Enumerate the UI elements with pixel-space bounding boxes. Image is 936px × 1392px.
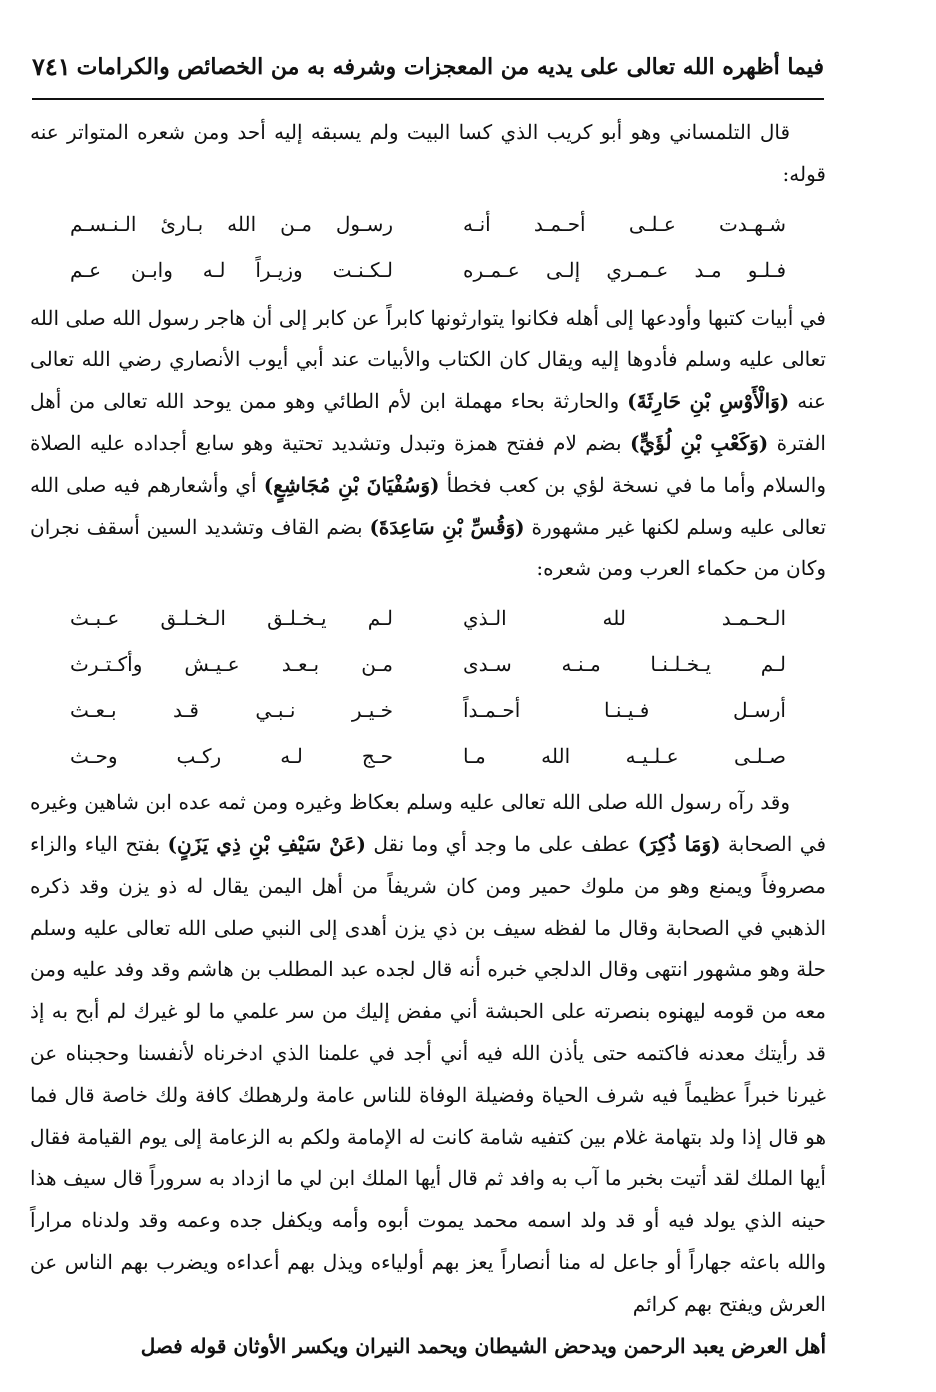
page-body <box>30 112 826 1367</box>
quoted-term: (وَقُسِّ بْنِ سَاعِدَةَ) <box>369 514 525 539</box>
verse-second-hemistich: خـيـر نـبـي قـد بـعـث <box>70 698 393 723</box>
paragraph-text: أهل العرض يعبد الرحمن ويدحض الشيطان ويحمد النيران ويكسر الأوثان قوله فصل <box>140 1333 826 1358</box>
quoted-term: (عَنْ سَيْفِ بْنِ ذِي يَزَنٍ) <box>167 831 366 856</box>
paragraph-sayf <box>30 782 826 1325</box>
paragraph-text: وقد رآه رسول الله صلى الله تعالى عليه وسلم بعكاظ وغيره ومن ثمه عده ابن شاهين وغيره في الصحابة <box>30 790 826 856</box>
verse-line <box>30 734 826 780</box>
quoted-term: (وَسُفْيَانَ بْنِ مُجَاشِعٍ) <box>263 472 440 497</box>
verse-first-hemistich: صـلـى عـلـيـه الله مـا <box>463 744 786 769</box>
paragraph-text: في أبيات كتبها وأودعها إلى أهله فكانوا يتوارثونها كابراً عن كابر إلى أن هاجر رسول الله صلى الله تعالى عليه وسلم فأدوها إليه ويقال كان الكتاب والأبيات عند أبي أيوب الأنصاري رضي الله تعالى عنه <box>30 305 826 414</box>
verse-second-hemistich: لـم يـخـلـق الـخـلـق عـبـث <box>70 606 393 631</box>
poem-quss <box>30 596 826 780</box>
header-divider <box>32 98 824 100</box>
paragraph-text: والحارثة بحاء مهملة ابن لأم الطائي وهو ممن يوحد الله تعالى من أهل الفترة <box>30 389 826 455</box>
poem-tubba <box>30 202 826 294</box>
paragraph-text: عطف على ما وجد أي وما نقل <box>365 831 638 856</box>
verse-first-hemistich: فـلـو مـد عـمـري إلـى عـمـره <box>463 257 786 282</box>
paragraph-intro-text: قال التلمساني وهو أبو كريب الذي كسا البيت ولم يسبقه إليه أحد ومن شعره المتواتر عنه قوله: <box>30 120 826 186</box>
verse-line <box>30 596 826 642</box>
paragraph-last-line <box>30 1326 826 1368</box>
page-number: ٧٤١ <box>32 52 71 81</box>
verse-first-hemistich: أرسـل فـيـنـا أحـمـداً <box>463 698 786 723</box>
paragraph-poets <box>30 298 826 591</box>
verse-first-hemistich: شـهـدت عـلـى أحـمـد أنـه <box>463 211 786 236</box>
verse-line <box>30 248 826 294</box>
quoted-term: (وَالْأَوْسِ بْنِ حَارِثَةَ) <box>627 389 790 414</box>
verse-line <box>30 688 826 734</box>
paragraph-text: بفتح الياء والزاء مصروفاً ويمنع وهو من ملوك حمير ومن كان شريفاً من أهل اليمن يقال له ذو يزن وقد ذكره الذهبي في الصحابة وقال ما لفظه سيف بن ذي يزن أهدى إلى النبي صلى الله تعالى عليه وسلم حلة وهو مشهور انتهى وقال الدلجي خبره أنه قال لجده عبد المطلب بن هاشم وقد وفد عليه ومن معه من قومه ليهنوه بنصرته على الحبشة أني مفض إليك من سر علمي ما لو غيرك لم أبح به إذ قد رأيتك معدنه فاكتمه حتى يأذن الله فيه أني أجد في علمنا الذي ادخرناه لأنفسنا وحجبناه عن غيرنا خبراً عظيماً فيه شرف الحياة وفضيلة الوفاة للناس عامة ولرهطك كافة ولك خاصة قال فما هو قال إذا ولد بتهامة غلام بين كتفيه شامة كانت له الإمامة ولكم به الزعامة إلى يوم القيامة فقال أيها الملك لقد أتيت بخبر ما آب به وافد ثم قال أيها الملك ابن لي ما ازداد به سروراً قال سيف هذا حينه الذي يولد فيه أو قد ولد اسمه محمد يموت أبوه وأمه ويكفل جده وعمه وقد ولدناه مراراً والله باعثه جهاراً أو جاعل له منا أنصاراً يعز بهم أولياءه ويذل بهم أعداءه ويضرب بهم الناس عن العرش ويفتح بهم كرائم <box>30 831 826 1316</box>
verse-second-hemistich: لـكـنـت وزيـراً لـه وابـن عـم <box>70 257 393 282</box>
verse-second-hemistich: رسـول مـن الله بـارئ الـنـسـم <box>70 211 393 236</box>
verse-first-hemistich: لـم يـخـلـنـا مـنـه سـدى <box>463 652 786 677</box>
verse-second-hemistich: مـن بـعـد عـيـش وأكـتـرث <box>70 652 393 677</box>
verse-first-hemistich: الـحـمـد لله الـذي <box>463 606 786 631</box>
paragraph-text: أي وأشعارهم فيه صلى الله تعالى عليه وسلم لكنها غير مشهورة <box>30 472 827 539</box>
quoted-term: (وَمَا ذُكِرَ) <box>637 831 721 856</box>
quoted-term: (وَكَعْبِ بْنِ لُؤَيٍّ) <box>629 430 769 455</box>
running-header <box>32 46 824 96</box>
verse-second-hemistich: حـج لـه ركـب وحـث <box>70 744 393 769</box>
verse-line <box>30 642 826 688</box>
paragraph-text: بضم لام ففتح همزة وتبدل وتشديد تحتية وهو سابع أجداده عليه الصلاة والسلام وأما ما في نسخة لؤي بن كعب فخطأ <box>30 430 826 497</box>
paragraph-text: بضم القاف وتشديد السين أسقف نجران وكان من حكماء العرب ومن شعره: <box>30 514 826 581</box>
header-title: فيما أظهره الله تعالى على يديه من المعجزات وشرفه به من الخصائص والكرامات <box>76 54 824 80</box>
verse-line <box>30 202 826 248</box>
paragraph-intro <box>30 112 826 196</box>
